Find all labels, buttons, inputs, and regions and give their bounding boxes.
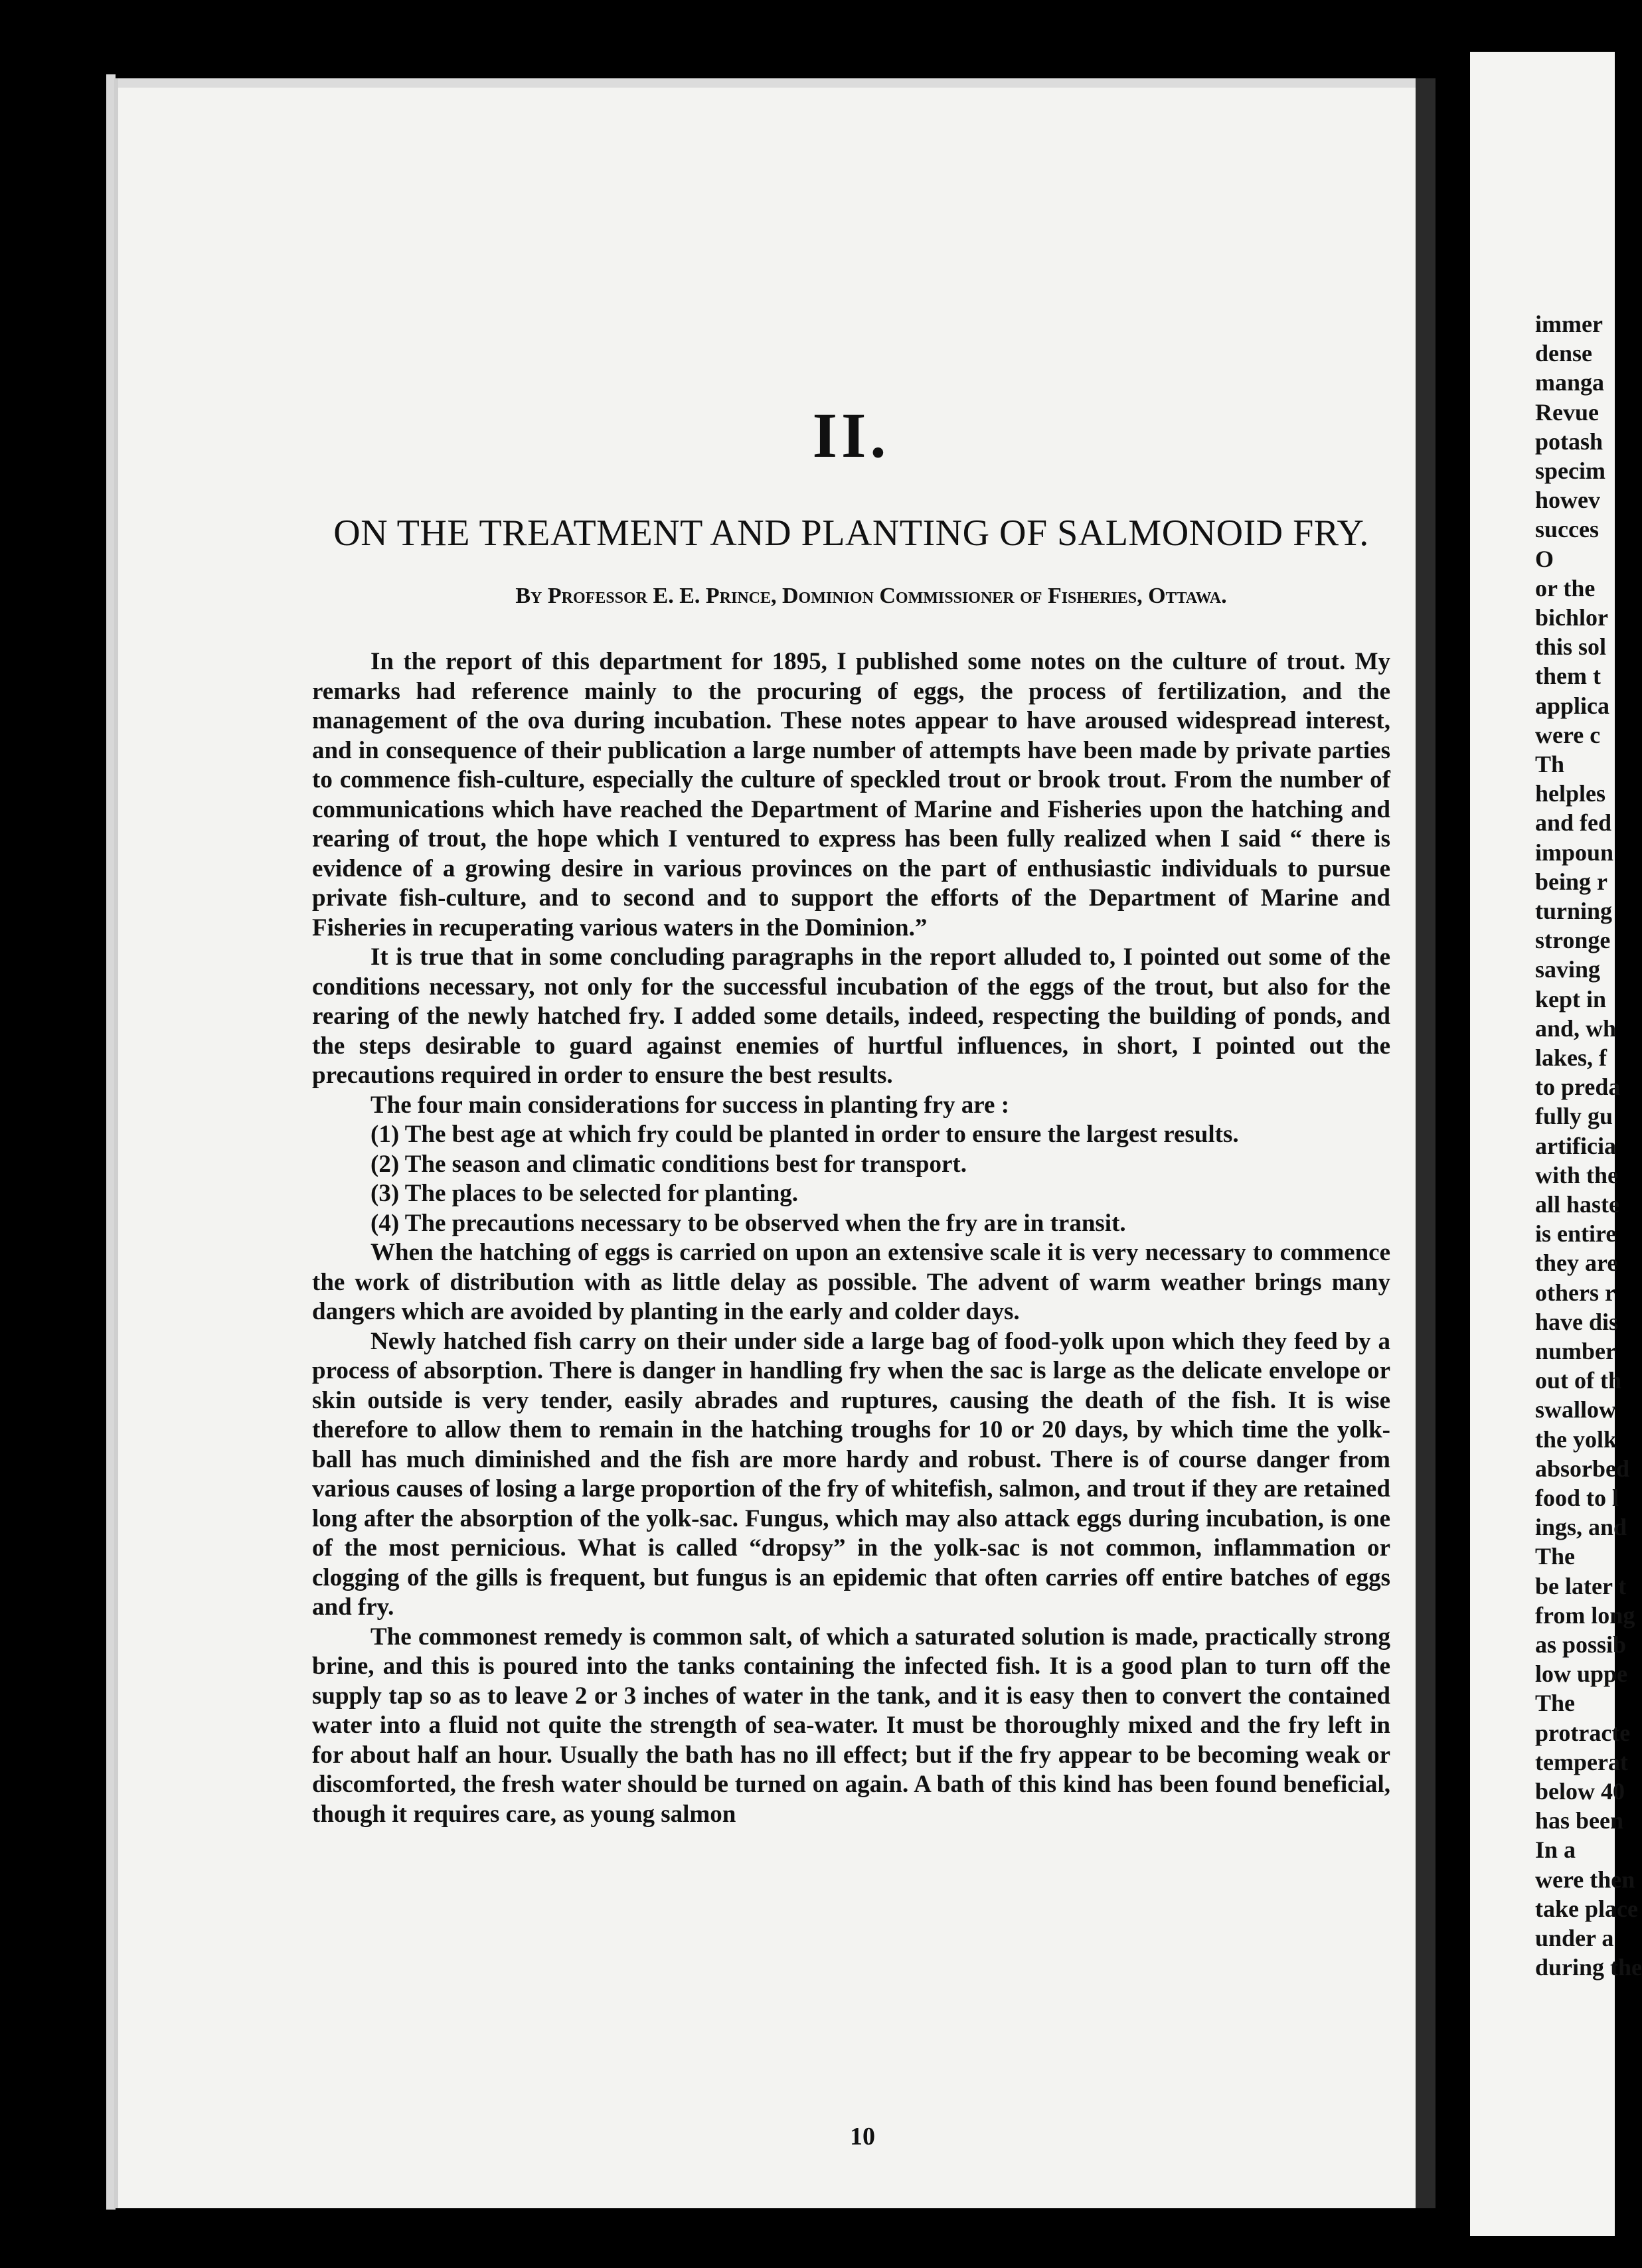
facing-page — [1470, 52, 1642, 2236]
facing-page-line: out of th — [1535, 1367, 1622, 1394]
facing-page-line: temperat — [1535, 1748, 1628, 1775]
facing-page-line: as possib — [1535, 1631, 1627, 1658]
facing-page-line: swallow — [1535, 1396, 1617, 1423]
paragraph-conditions: It is true that in some concluding paragraphs in the report alluded to, I pointed out some of the conditions necessary, not only for the successful incubation of the eggs of the trout, but also for the rearing of the newly hatched fry. I added some details, indeed, respecting the building of ponds, and the steps desirable to guard against enemies of hurtful influences, in short, I pointed out the precautions required in order to ensure the best results. — [312, 943, 1390, 1089]
consideration-3: (3) The places to be selected for planting. — [370, 1180, 799, 1207]
article — [312, 398, 1390, 1829]
paragraph-intro: In the report of this department for 1895, I published some notes on the culture of trout. My remarks had reference mainly to the procuring of eggs, the process of fertilization, and the management of the ova during incubation. These notes appear to have aroused widespread interest, and in consequence of their publication a large number of attempts have been made by private parties to commence fish-culture, especially the culture of speckled trout or brook trout. From the number of communications which have reached the Department of Marine and Fisheries upon the hatching and rearing of trout, the hope which I ventured to express has been fully realized when I said “ there is evidence of a growing desire in various provinces on the part of enthusiastic individuals to pursue private fish-culture, and to second and to support the efforts of the Department of Marine and Fisheries in recuperating various waters in the Dominion.” — [312, 648, 1390, 941]
facing-page-line: artificia — [1535, 1132, 1616, 1159]
facing-page-line: were c — [1535, 721, 1601, 748]
paragraph-distribution: When the hatching of eggs is carried on upon an extensive scale it is very necessary to commence the work of distribution with as little delay as possible. The advent of warm weather brings many dangers which are avoided by planting in the early and colder days. — [312, 1239, 1390, 1325]
facing-page-line: saving — [1535, 956, 1601, 983]
facing-page-line: succes — [1535, 516, 1599, 543]
facing-page-line: Th — [1535, 751, 1565, 777]
facing-page-line: is entire — [1535, 1220, 1617, 1248]
chapter-number: II. — [812, 400, 890, 471]
facing-page-line: applica — [1535, 692, 1610, 719]
paragraph-salt-remedy: The commonest remedy is common salt, of which a saturated solution is made, practically strong brine, and this is poured into the tanks containing the infected fish. It is a good plan to turn off the supply tap so as to leave 2 or 3 inches of water in the tank, and it is easy then to convert the contained water into a fluid not quite the strength of sea-water. It must be thoroughly mixed and the fry left in for about half an hour. Usually the bath has no ill effect; but if the fry appear to be becoming weak or discomforted, the fresh water should be turned on again. A bath of this kind has been found beneficial, though it requires care, as young salmon — [312, 1623, 1390, 1828]
facing-page-line: this sol — [1535, 633, 1607, 661]
facing-page-line: manga — [1535, 369, 1605, 396]
facing-page-line: and, wh — [1535, 1014, 1617, 1042]
facing-page-line: all haste — [1535, 1191, 1620, 1218]
facing-page-line: In a — [1535, 1836, 1576, 1864]
facing-page-line: during the — [1535, 1954, 1642, 1981]
facing-page-line: number — [1535, 1338, 1617, 1364]
paragraph-yolk-sac: Newly hatched fish carry on their under side a large bag of food-yolk upon which they feed by a process of absorption. There is danger in handling fry when the sac is large as the delicate envelope or skin outside is very tender, easily abrades and ruptures, causing the death of the fish. It is wise therefore to allow them to remain in the hatching troughs for 10 or 20 days, by which time the yolk-ball has much diminished and the fish are more hardy and robust. There is of course danger from various causes of losing a large proportion of the fry of whitefish, salmon, and trout if they are retained long after the absorption of the yolk-sac. Fungus, which may also attack eggs during incubation, is one of the most pernicious. What is called “dropsy” in the yolk-sac is not common, inflammation or clogging of the gills is frequent, but fungus is an epidemic that often carries off entire batches of eggs and fry. — [312, 1327, 1390, 1621]
facing-page-line: they are — [1535, 1250, 1618, 1277]
facing-page-line: lakes, f — [1535, 1044, 1607, 1071]
facing-page-line: specim — [1535, 457, 1605, 484]
facing-page-line: the yolk — [1535, 1425, 1617, 1453]
facing-page-line: were then — [1535, 1866, 1635, 1893]
facing-page-line: have dis — [1535, 1308, 1619, 1335]
consideration-2: (2) The season and climatic conditions best for transport. — [370, 1150, 967, 1178]
facing-page-line: absorbed — [1535, 1455, 1630, 1482]
facing-page-line: to preda — [1535, 1074, 1621, 1101]
facing-page-line: howev — [1535, 487, 1600, 514]
facing-page-line: being r — [1535, 868, 1608, 895]
consideration-1: (1) The best age at which fry could be planted in order to ensure the largest results. — [370, 1121, 1239, 1148]
page-number: 10 — [850, 2123, 875, 2150]
facing-page-line: potash — [1535, 428, 1603, 455]
facing-page-line: with the — [1535, 1161, 1618, 1188]
facing-page-line: The — [1535, 1543, 1576, 1570]
facing-page-line: stronge — [1535, 927, 1611, 954]
facing-page-line: low uppe — [1535, 1660, 1628, 1688]
paragraph-considerations-lead: The four main considerations for success in planting fry are : — [370, 1091, 1010, 1119]
facing-page-line: bichlor — [1535, 604, 1609, 631]
facing-page-line: be later t — [1535, 1572, 1627, 1599]
article-title: ON THE TREATMENT AND PLANTING OF SALMONOID FRY. — [333, 513, 1369, 554]
facing-page-line: or the — [1535, 574, 1596, 602]
facing-page-line: dense — [1535, 340, 1593, 367]
facing-page-line: O — [1535, 545, 1554, 572]
facing-page-line: them t — [1535, 663, 1601, 690]
facing-page-line: Revue — [1535, 398, 1599, 426]
facing-page-line: below 40 — [1535, 1778, 1625, 1805]
facing-page-line: food to l — [1535, 1485, 1619, 1511]
facing-page-line: turning — [1535, 898, 1613, 924]
consideration-4: (4) The precautions necessary to be observed when the fry are in transit. — [370, 1209, 1126, 1237]
facing-page-line: kept in — [1535, 985, 1607, 1012]
facing-page-line: fully gu — [1535, 1103, 1613, 1130]
facing-page-line: helples — [1535, 780, 1606, 807]
facing-page-line: has been — [1535, 1807, 1624, 1834]
facing-page-line: under a — [1535, 1925, 1614, 1951]
facing-page-line: take place — [1535, 1895, 1638, 1922]
facing-page-line: from long — [1535, 1601, 1635, 1629]
facing-page-line: impoun — [1535, 839, 1614, 866]
facing-page-line: ings, and — [1535, 1514, 1627, 1541]
byline: By Professor E. E. Prince, Dominion Commissioner of Fisheries, Ottawa. — [515, 584, 1227, 608]
facing-page-line: protracte — [1535, 1719, 1631, 1746]
facing-page-line: and fed — [1535, 809, 1612, 837]
facing-page-line: immer — [1535, 311, 1603, 337]
facing-page-line: The — [1535, 1690, 1576, 1717]
facing-page-line: others r — [1535, 1279, 1615, 1306]
